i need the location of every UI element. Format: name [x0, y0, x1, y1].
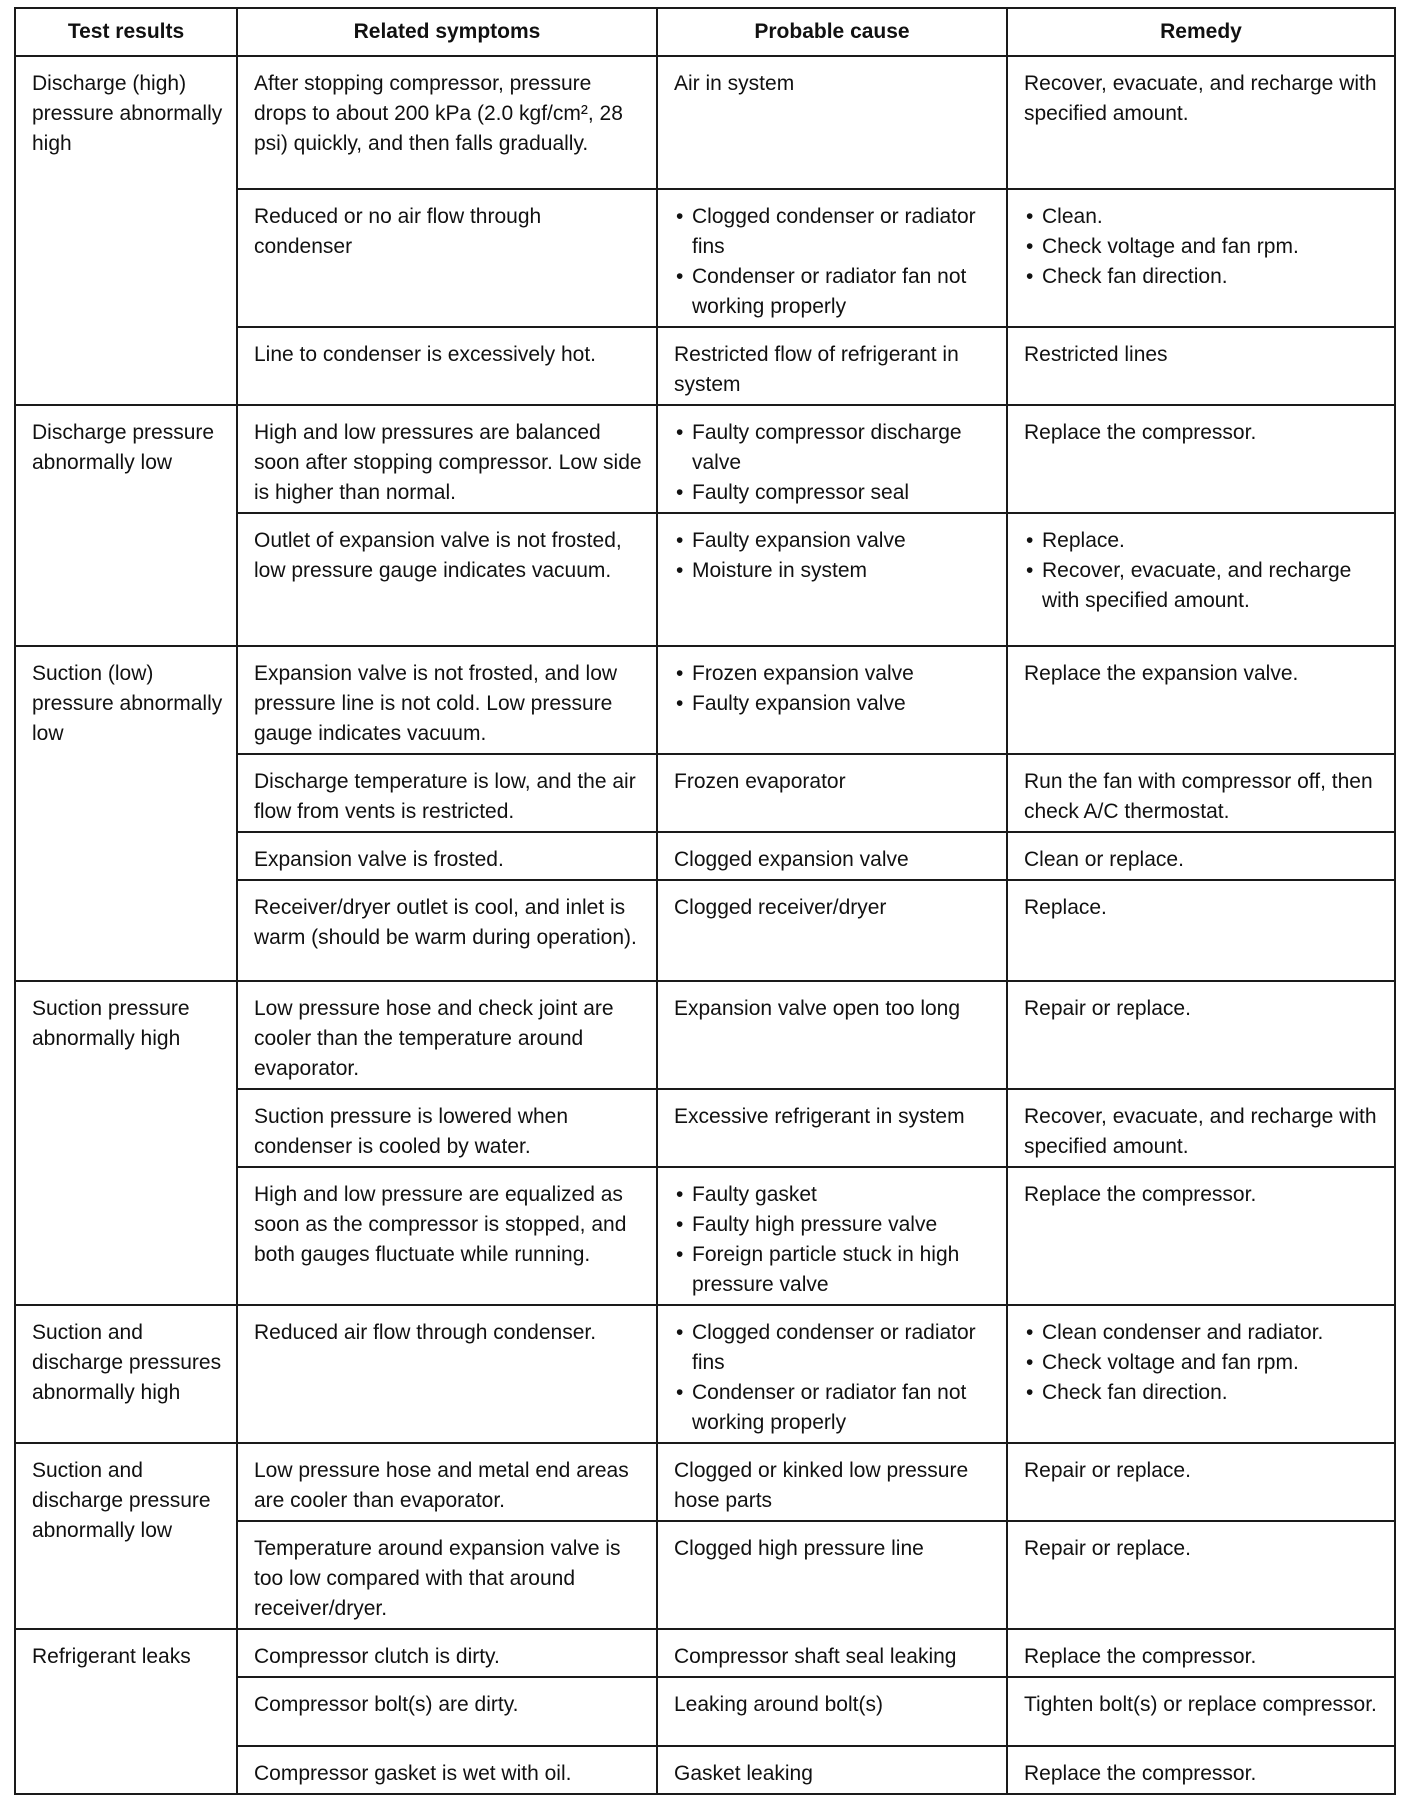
remedy-cell-text: Recover, evacuate, and recharge with specified amount. — [1024, 72, 1377, 125]
list-item: • Check voltage and fan rpm. — [1024, 1348, 1382, 1378]
remedy-cell — [1007, 327, 1395, 405]
list-item: • Faulty high pressure valve — [674, 1210, 994, 1240]
symptom-cell: High and low pressure are equalized as soon as the compressor is stopped, and both gauges fluctuate while running. — [237, 1167, 657, 1305]
header-row — [15, 8, 1395, 56]
remedy-cell-text: Repair or replace. — [1024, 1459, 1191, 1482]
table-row — [15, 1443, 1395, 1521]
troubleshooting-table — [14, 7, 1396, 1795]
cause-cell-list — [674, 1318, 994, 1438]
cause-cell-list — [674, 202, 994, 322]
remedy-cell — [1007, 1167, 1395, 1305]
symptom-cell: Compressor bolt(s) are dirty. — [237, 1677, 657, 1746]
remedy-cell-text: Clean or replace. — [1024, 848, 1184, 871]
header-test-results: Test results — [15, 8, 237, 56]
cause-cell-text: Excessive refrigerant in system — [674, 1105, 965, 1128]
remedy-cell-text: Restricted lines — [1024, 343, 1168, 366]
cause-cell-text: Compressor shaft seal leaking — [674, 1645, 957, 1668]
remedy-cell — [1007, 1746, 1395, 1794]
cause-cell — [657, 832, 1007, 880]
symptom-cell: Line to condenser is excessively hot. — [237, 327, 657, 405]
remedy-cell — [1007, 1305, 1395, 1443]
cause-cell-text: Restricted flow of refrigerant in system — [674, 343, 959, 396]
list-item: • Faulty compressor seal — [674, 478, 994, 508]
remedy-cell — [1007, 646, 1395, 754]
cause-cell — [657, 1521, 1007, 1629]
table-row — [15, 981, 1395, 1089]
table-row — [15, 646, 1395, 754]
cause-cell — [657, 1677, 1007, 1746]
list-item: • Check fan direction. — [1024, 262, 1382, 292]
remedy-cell — [1007, 880, 1395, 981]
cause-cell-text: Leaking around bolt(s) — [674, 1693, 883, 1716]
remedy-cell-list — [1024, 1318, 1382, 1408]
list-item: • Condenser or radiator fan not working properly — [674, 1378, 994, 1438]
remedy-cell — [1007, 981, 1395, 1089]
cause-cell-text: Gasket leaking — [674, 1762, 813, 1785]
test-result-cell: Suction (low) pressure abnormally low — [15, 646, 237, 981]
cause-cell — [657, 646, 1007, 754]
remedy-cell — [1007, 1521, 1395, 1629]
cause-cell-list — [674, 418, 994, 508]
remedy-cell-list — [1024, 526, 1382, 616]
list-item: • Clogged condenser or radiator fins — [674, 1318, 994, 1378]
list-item: • Moisture in system — [674, 556, 994, 586]
remedy-cell-text: Replace the compressor. — [1024, 421, 1257, 444]
remedy-cell-list — [1024, 202, 1382, 292]
table-row — [15, 1305, 1395, 1443]
symptom-cell: Reduced air flow through condenser. — [237, 1305, 657, 1443]
list-item: • Foreign particle stuck in high pressure valve — [674, 1240, 994, 1300]
list-item: • Check voltage and fan rpm. — [1024, 232, 1382, 262]
symptom-cell: Reduced or no air flow through condenser — [237, 189, 657, 327]
remedy-cell-text: Tighten bolt(s) or replace compressor. — [1024, 1693, 1377, 1716]
table-row — [15, 56, 1395, 189]
remedy-cell-text: Recover, evacuate, and recharge with specified amount. — [1024, 1105, 1377, 1158]
symptom-cell: High and low pressures are balanced soon after stopping compressor. Low side is higher than normal. — [237, 405, 657, 513]
cause-cell — [657, 1305, 1007, 1443]
remedy-cell-text: Replace the compressor. — [1024, 1645, 1257, 1668]
table-row — [15, 1629, 1395, 1677]
cause-cell-text: Frozen evaporator — [674, 770, 846, 793]
cause-cell — [657, 327, 1007, 405]
symptom-cell: Compressor gasket is wet with oil. — [237, 1746, 657, 1794]
remedy-cell — [1007, 189, 1395, 327]
remedy-cell-text: Repair or replace. — [1024, 997, 1191, 1020]
cause-cell — [657, 1167, 1007, 1305]
list-item: • Clean condenser and radiator. — [1024, 1318, 1382, 1348]
cause-cell — [657, 1746, 1007, 1794]
cause-cell-text: Clogged receiver/dryer — [674, 896, 887, 919]
symptom-cell: Suction pressure is lowered when condenser is cooled by water. — [237, 1089, 657, 1167]
remedy-cell-text: Run the fan with compressor off, then check A/C thermostat. — [1024, 770, 1373, 823]
cause-cell — [657, 981, 1007, 1089]
header-remedy: Remedy — [1007, 8, 1395, 56]
remedy-cell — [1007, 405, 1395, 513]
symptom-cell: Discharge temperature is low, and the air flow from vents is restricted. — [237, 754, 657, 832]
test-result-cell: Discharge pressure abnormally low — [15, 405, 237, 646]
cause-cell-text: Air in system — [674, 72, 795, 95]
cause-cell-text: Clogged expansion valve — [674, 848, 909, 871]
remedy-cell-text: Replace the expansion valve. — [1024, 662, 1299, 685]
symptom-cell: Outlet of expansion valve is not frosted, low pressure gauge indicates vacuum. — [237, 513, 657, 646]
remedy-cell-text: Repair or replace. — [1024, 1537, 1191, 1560]
table-body — [15, 56, 1395, 1794]
remedy-cell-text: Replace the compressor. — [1024, 1762, 1257, 1785]
list-item: • Faulty gasket — [674, 1180, 994, 1210]
list-item: • Check fan direction. — [1024, 1378, 1382, 1408]
cause-cell — [657, 56, 1007, 189]
list-item: • Condenser or radiator fan not working properly — [674, 262, 994, 322]
remedy-cell — [1007, 513, 1395, 646]
list-item: • Clogged condenser or radiator fins — [674, 202, 994, 262]
remedy-cell — [1007, 832, 1395, 880]
remedy-cell-text: Replace the compressor. — [1024, 1183, 1257, 1206]
test-result-cell: Suction and discharge pressures abnormally high — [15, 1305, 237, 1443]
remedy-cell — [1007, 1629, 1395, 1677]
list-item: • Faulty expansion valve — [674, 526, 994, 556]
cause-cell-text: Clogged high pressure line — [674, 1537, 924, 1560]
cause-cell — [657, 1089, 1007, 1167]
test-result-cell: Refrigerant leaks — [15, 1629, 237, 1794]
list-item: • Clean. — [1024, 202, 1382, 232]
list-item: • Frozen expansion valve — [674, 659, 994, 689]
remedy-cell — [1007, 56, 1395, 189]
symptom-cell: Low pressure hose and metal end areas are cooler than evaporator. — [237, 1443, 657, 1521]
cause-cell-text: Expansion valve open too long — [674, 997, 961, 1020]
symptom-cell: Expansion valve is frosted. — [237, 832, 657, 880]
list-item: • Recover, evacuate, and recharge with specified amount. — [1024, 556, 1382, 616]
remedy-cell — [1007, 1089, 1395, 1167]
cause-cell — [657, 880, 1007, 981]
remedy-cell — [1007, 1677, 1395, 1746]
cause-cell — [657, 513, 1007, 646]
cause-cell — [657, 1629, 1007, 1677]
cause-cell-text: Clogged or kinked low pressure hose parts — [674, 1459, 969, 1512]
cause-cell — [657, 189, 1007, 327]
symptom-cell: Receiver/dryer outlet is cool, and inlet is warm (should be warm during operation). — [237, 880, 657, 981]
header-probable-cause: Probable cause — [657, 8, 1007, 56]
cause-cell-list — [674, 659, 994, 719]
cause-cell-list — [674, 1180, 994, 1300]
header-related-symptoms: Related symptoms — [237, 8, 657, 56]
symptom-cell: Expansion valve is not frosted, and low pressure line is not cold. Low pressure gauge indicates vacuum. — [237, 646, 657, 754]
remedy-cell-text: Replace. — [1024, 896, 1107, 919]
test-result-cell: Suction pressure abnormally high — [15, 981, 237, 1305]
cause-cell-list — [674, 526, 994, 586]
cause-cell — [657, 754, 1007, 832]
symptom-cell: After stopping compressor, pressure drops to about 200 kPa (2.0 kgf/cm², 28 psi) quickly, and then falls gradually. — [237, 56, 657, 189]
remedy-cell — [1007, 1443, 1395, 1521]
symptom-cell: Low pressure hose and check joint are cooler than the temperature around evaporator. — [237, 981, 657, 1089]
remedy-cell — [1007, 754, 1395, 832]
list-item: • Faulty expansion valve — [674, 689, 994, 719]
cause-cell — [657, 1443, 1007, 1521]
table-row — [15, 405, 1395, 513]
test-result-cell: Discharge (high) pressure abnormally high — [15, 56, 237, 405]
cause-cell — [657, 405, 1007, 513]
test-result-cell: Suction and discharge pressure abnormally low — [15, 1443, 237, 1629]
list-item: • Replace. — [1024, 526, 1382, 556]
list-item: • Faulty compressor discharge valve — [674, 418, 994, 478]
symptom-cell: Compressor clutch is dirty. — [237, 1629, 657, 1677]
document-page — [14, 7, 1394, 1785]
symptom-cell: Temperature around expansion valve is too low compared with that around receiver/dryer. — [237, 1521, 657, 1629]
